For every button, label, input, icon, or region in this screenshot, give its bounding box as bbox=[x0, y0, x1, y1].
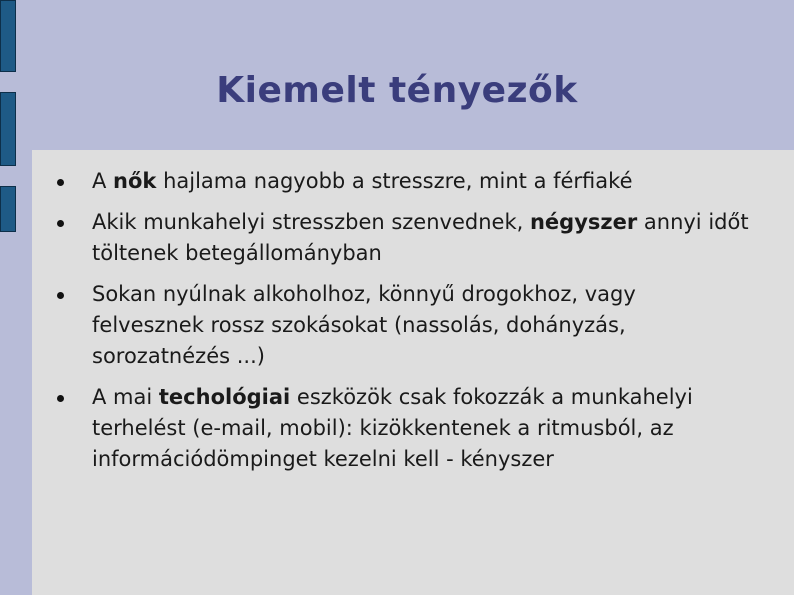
bullet-item-4 bbox=[32, 382, 752, 475]
bullet-item-2 bbox=[32, 207, 752, 269]
bullet-text-post: eszközök csak fokozzák a munkahelyi terhelést (e-mail, mobil): kizökkentenek a ritmusból, az információdömpinget kezelni kell - kényszer bbox=[92, 385, 693, 471]
bullet-dot-icon bbox=[57, 292, 64, 299]
bullet-text-bold: nők bbox=[113, 169, 157, 193]
accent-bar-top bbox=[0, 0, 16, 72]
bullet-text-pre: Sokan nyúlnak alkoholhoz, könnyű drogokhoz, vagy felvesznek rossz szokásokat (nassolás, dohányzás, sorozatnézés ...) bbox=[92, 282, 636, 368]
bullet-dot-icon bbox=[57, 179, 64, 186]
bullet-list bbox=[32, 166, 752, 485]
content-panel bbox=[32, 150, 794, 595]
bullet-text-post: hajlama nagyobb a stresszre, mint a férfiaké bbox=[156, 169, 633, 193]
bullet-item-3 bbox=[32, 279, 752, 372]
bullet-text-pre: A bbox=[92, 169, 114, 193]
accent-bar-bottom bbox=[0, 186, 16, 232]
bullet-text-pre: A mai bbox=[92, 385, 159, 409]
slide-title: Kiemelt tényezők bbox=[216, 70, 578, 111]
bullet-text-bold: négyszer bbox=[529, 210, 638, 234]
bullet-item-1 bbox=[32, 166, 752, 197]
bullet-text-pre: Akik munkahelyi stresszben szenvednek, bbox=[92, 210, 530, 234]
bullet-dot-icon bbox=[57, 395, 64, 402]
bullet-dot-icon bbox=[57, 220, 64, 227]
bullet-text-post: annyi időt töltenek betegállományban bbox=[92, 210, 749, 265]
bullet-text-bold: techológiai bbox=[158, 385, 291, 409]
